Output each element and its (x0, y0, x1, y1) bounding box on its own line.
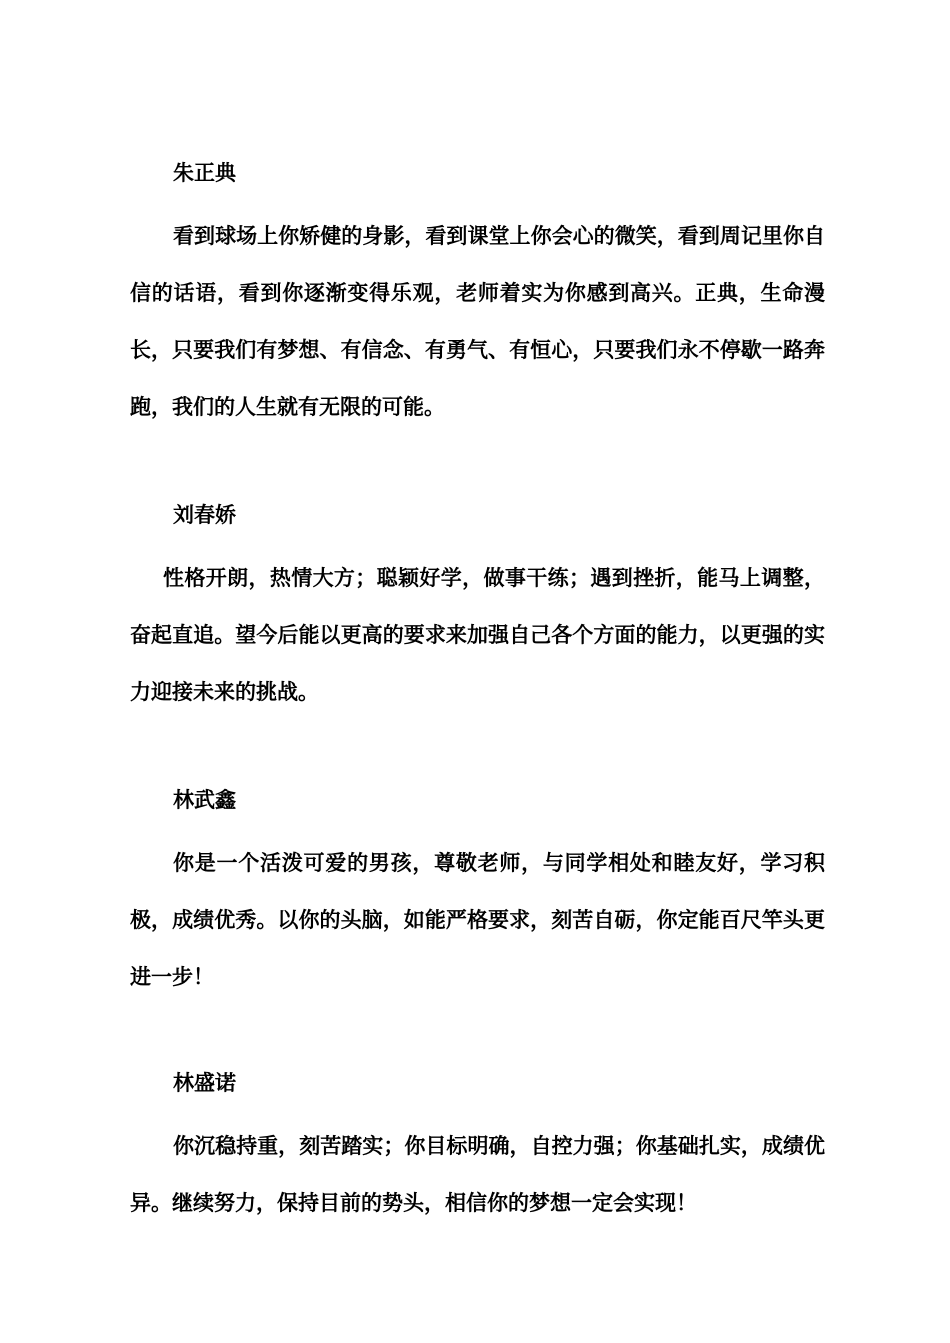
student-comment: 性格开朗，热情大方；聪颖好学，做事干练；遇到挫折，能马上调整，奋起直追。望今后能以更高的要求来加强自己各个方面的能力，以更强的实力迎接未来的挑战。 (130, 566, 825, 704)
student-comment: 看到球场上你矫健的身影，看到课堂上你会心的微笑，看到周记里你自信的话语，看到你逐渐变得乐观，老师着实为你感到高兴。正典，生命漫长，只要我们有梦想、有信念、有勇气、有恒心，只要我们永不停歇一路奔跑，我们的人生就有无限的可能。 (130, 224, 825, 419)
student-name: 林武鑫 (173, 788, 236, 812)
student-name: 朱正典 (173, 161, 236, 185)
student-name: 林盛诺 (173, 1071, 236, 1095)
student-comment: 你是一个活泼可爱的男孩，尊敬老师，与同学相处和睦友好，学习积极，成绩优秀。以你的头脑，如能严格要求，刻苦自砺，你定能百尺竿头更进一步！ (130, 851, 825, 989)
student-name: 刘春娇 (173, 503, 236, 527)
student-comment: 你沉稳持重，刻苦踏实；你目标明确，自控力强；你基础扎实，成绩优异。继续努力，保持目前的势头，相信你的梦想一定会实现！ (130, 1134, 825, 1215)
